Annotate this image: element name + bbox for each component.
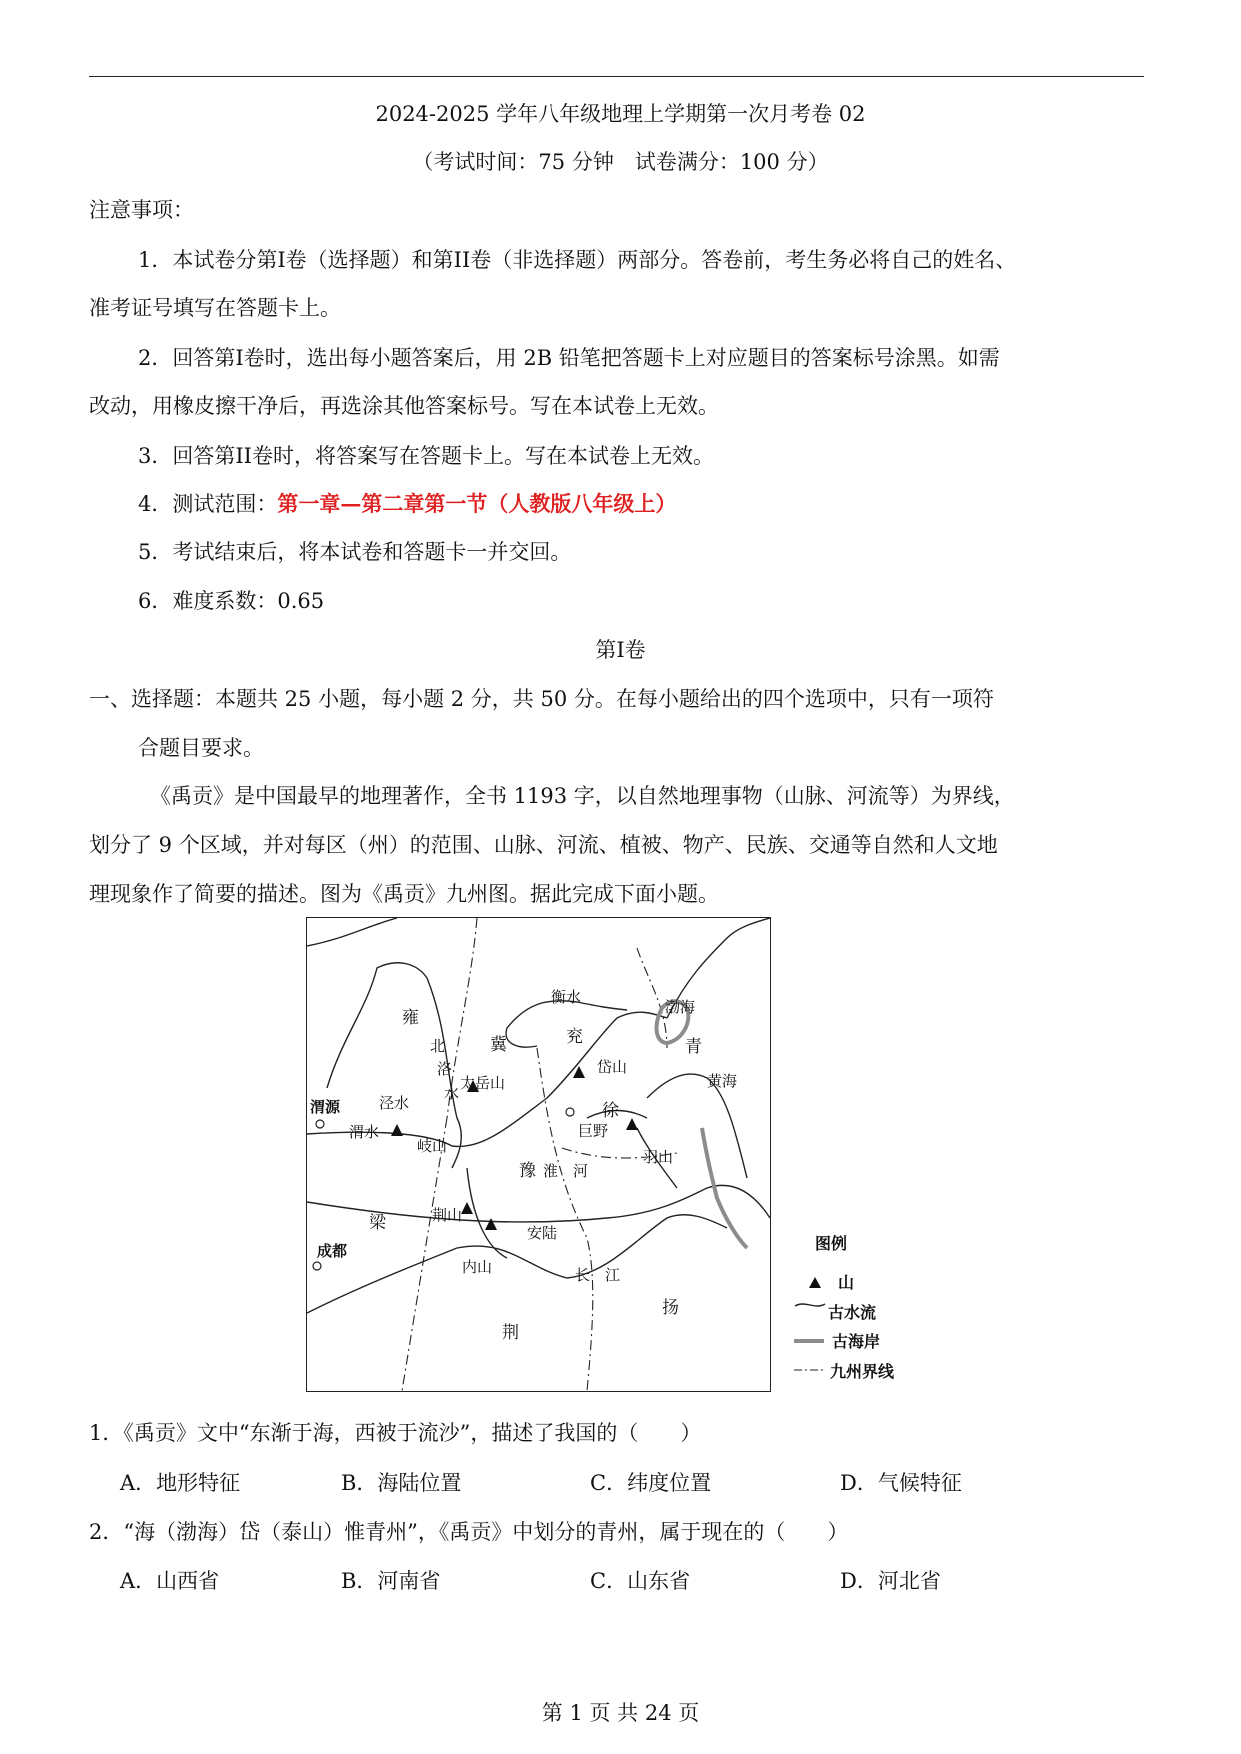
question-2-stem: 2．“海（渤海）岱（泰山）惟青州”，《禹贡》中划分的青州，属于现在的（ ）	[89, 1520, 849, 1544]
map-drawing	[307, 918, 770, 1391]
map-label-huanghai: 黄海	[707, 1072, 738, 1090]
map-label-daishan: 岱山	[597, 1058, 628, 1076]
mountain-icon	[485, 1218, 497, 1230]
mountain-icon	[461, 1202, 473, 1214]
river-hengshui-bend	[506, 1028, 537, 1047]
question-1-option-b[interactable]: B．海陆位置	[341, 1471, 462, 1495]
map-label-weishui: 渭水	[349, 1123, 380, 1141]
mountain-icon	[391, 1124, 403, 1136]
map-label-changjiang: 长 江	[575, 1266, 621, 1284]
map-label-taiyueshan: 太岳山	[460, 1074, 506, 1092]
map-label-beiluoshui-vertical	[430, 1037, 459, 1102]
question-2-option-c[interactable]: C．山东省	[590, 1569, 691, 1593]
notice-item: 6．难度系数：0.65	[138, 589, 325, 613]
map-label-chengdu: 成都	[317, 1242, 348, 1260]
notice-item: 准考证号填写在答题卡上。	[89, 296, 341, 320]
map-label-anlu: 安陆	[527, 1224, 558, 1242]
legend-title: 图例	[815, 1234, 848, 1253]
river-han	[467, 1168, 507, 1258]
passage-line: 理现象作了简要的描述。图为《禹贡》九州图。据此完成下面小题。	[89, 882, 719, 906]
part-instructions-cont: 合题目要求。	[138, 736, 264, 760]
legend-mountain: 山	[838, 1273, 855, 1292]
exam-subtitle: （考试时间：75 分钟 试卷满分：100 分）	[412, 150, 829, 174]
scope-highlight: 第一章—第二章第一节（人教版八年级上）	[277, 491, 677, 516]
header-rule	[89, 76, 1144, 77]
map-label-huaihe: 淮 河	[543, 1162, 589, 1180]
notice-item-scope	[138, 488, 676, 518]
map-label-bohai: 渤海	[665, 998, 696, 1016]
border-line	[637, 948, 667, 1048]
map-label-beiluoshui-3: 水	[444, 1084, 460, 1102]
legend-border: 九州界线	[830, 1362, 895, 1381]
river-legend-icon	[795, 1304, 825, 1306]
passage-line: 划分了 9 个区域，并对每区（州）的范围、山脉、河流、植被、物产、民族、交通等自然和人文地	[89, 833, 998, 857]
question-1-stem: 1．《禹贡》文中“东渐于海，西被于流沙”，描述了我国的（ ）	[89, 1421, 702, 1445]
notice-item: 1．本试卷分第I卷（选择题）和第II卷（非选择题）两部分。答卷前，考生务必将自己的姓名、	[138, 248, 1017, 272]
map-legend	[790, 1230, 950, 1390]
map-label-jingshan: 荆山	[432, 1206, 463, 1224]
map-label-yong: 雍	[402, 1008, 419, 1028]
notice-item: 2．回答第I卷时，选出每小题答案后，用 2B 铅笔把答题卡上对应题目的答案标号涂黑。如需	[138, 346, 1000, 370]
mountain-icon	[626, 1118, 638, 1130]
jiuzhou-map	[306, 917, 771, 1392]
legend-river: 古水流	[828, 1303, 877, 1322]
map-boundary-line	[307, 918, 397, 946]
part-instructions: 一、选择题：本题共 25 小题，每小题 2 分，共 50 分。在每小题给出的四个选项中，只有一项符	[89, 687, 994, 711]
volume-heading: 第I卷	[595, 638, 646, 662]
question-1-option-d[interactable]: D．气候特征	[840, 1471, 962, 1495]
question-1-option-a[interactable]: A．地形特征	[120, 1471, 241, 1495]
map-label-jing: 荆	[502, 1323, 519, 1343]
map-label-yushan: 羽山	[643, 1148, 674, 1166]
map-label-ji: 冀	[490, 1035, 507, 1055]
notice-item: 3．回答第II卷时，将答案写在答题卡上。写在本试卷上无效。	[138, 444, 714, 468]
map-label-juye: 巨野	[578, 1122, 609, 1140]
mountain-icon	[809, 1277, 821, 1288]
map-label-qing: 青	[685, 1037, 702, 1057]
map-label-yu: 豫	[519, 1161, 536, 1181]
notice-heading: 注意事项：	[89, 198, 194, 222]
map-label-neishan: 内山	[462, 1258, 493, 1276]
question-2-option-d[interactable]: D．河北省	[840, 1569, 941, 1593]
map-label-weiyuan: 渭源	[310, 1098, 341, 1116]
map-label-beiluoshui-1: 北	[430, 1037, 446, 1055]
exam-title: 2024-2025 学年八年级地理上学期第一次月考卷 02	[375, 102, 866, 126]
map-label-liang: 梁	[369, 1213, 386, 1233]
map-label-qishan: 岐山	[417, 1137, 448, 1155]
map-label-xu: 徐	[602, 1101, 619, 1121]
question-2-option-a[interactable]: A．山西省	[120, 1569, 220, 1593]
map-label-jingshui: 泾水	[379, 1094, 410, 1112]
legend-coast: 古海岸	[832, 1332, 881, 1351]
notice-item: 5．考试结束后，将本试卷和答题卡一并交回。	[138, 540, 572, 564]
city-marker	[316, 1120, 324, 1128]
notice-item: 改动，用橡皮擦干净后，再选涂其他答案标号。写在本试卷上无效。	[89, 394, 719, 418]
page-footer: 第 1 页 共 24 页	[541, 1701, 700, 1725]
map-label-beiluoshui-2: 洛	[437, 1060, 453, 1078]
legend-drawing	[790, 1230, 950, 1390]
city-marker	[566, 1108, 574, 1116]
scope-label: 4．测试范围：	[138, 492, 278, 516]
map-label-hengshui: 衡水	[551, 988, 582, 1006]
map-label-yang: 扬	[662, 1298, 679, 1318]
passage-line: 《禹贡》是中国最早的地理著作，全书 1193 字，以自然地理事物（山脉、河流等）为界线，	[150, 784, 1015, 808]
question-2-option-b[interactable]: B．河南省	[341, 1569, 441, 1593]
map-label-yan: 兖	[566, 1027, 583, 1047]
question-1-option-c[interactable]: C．纬度位置	[590, 1471, 712, 1495]
city-marker	[313, 1262, 321, 1270]
